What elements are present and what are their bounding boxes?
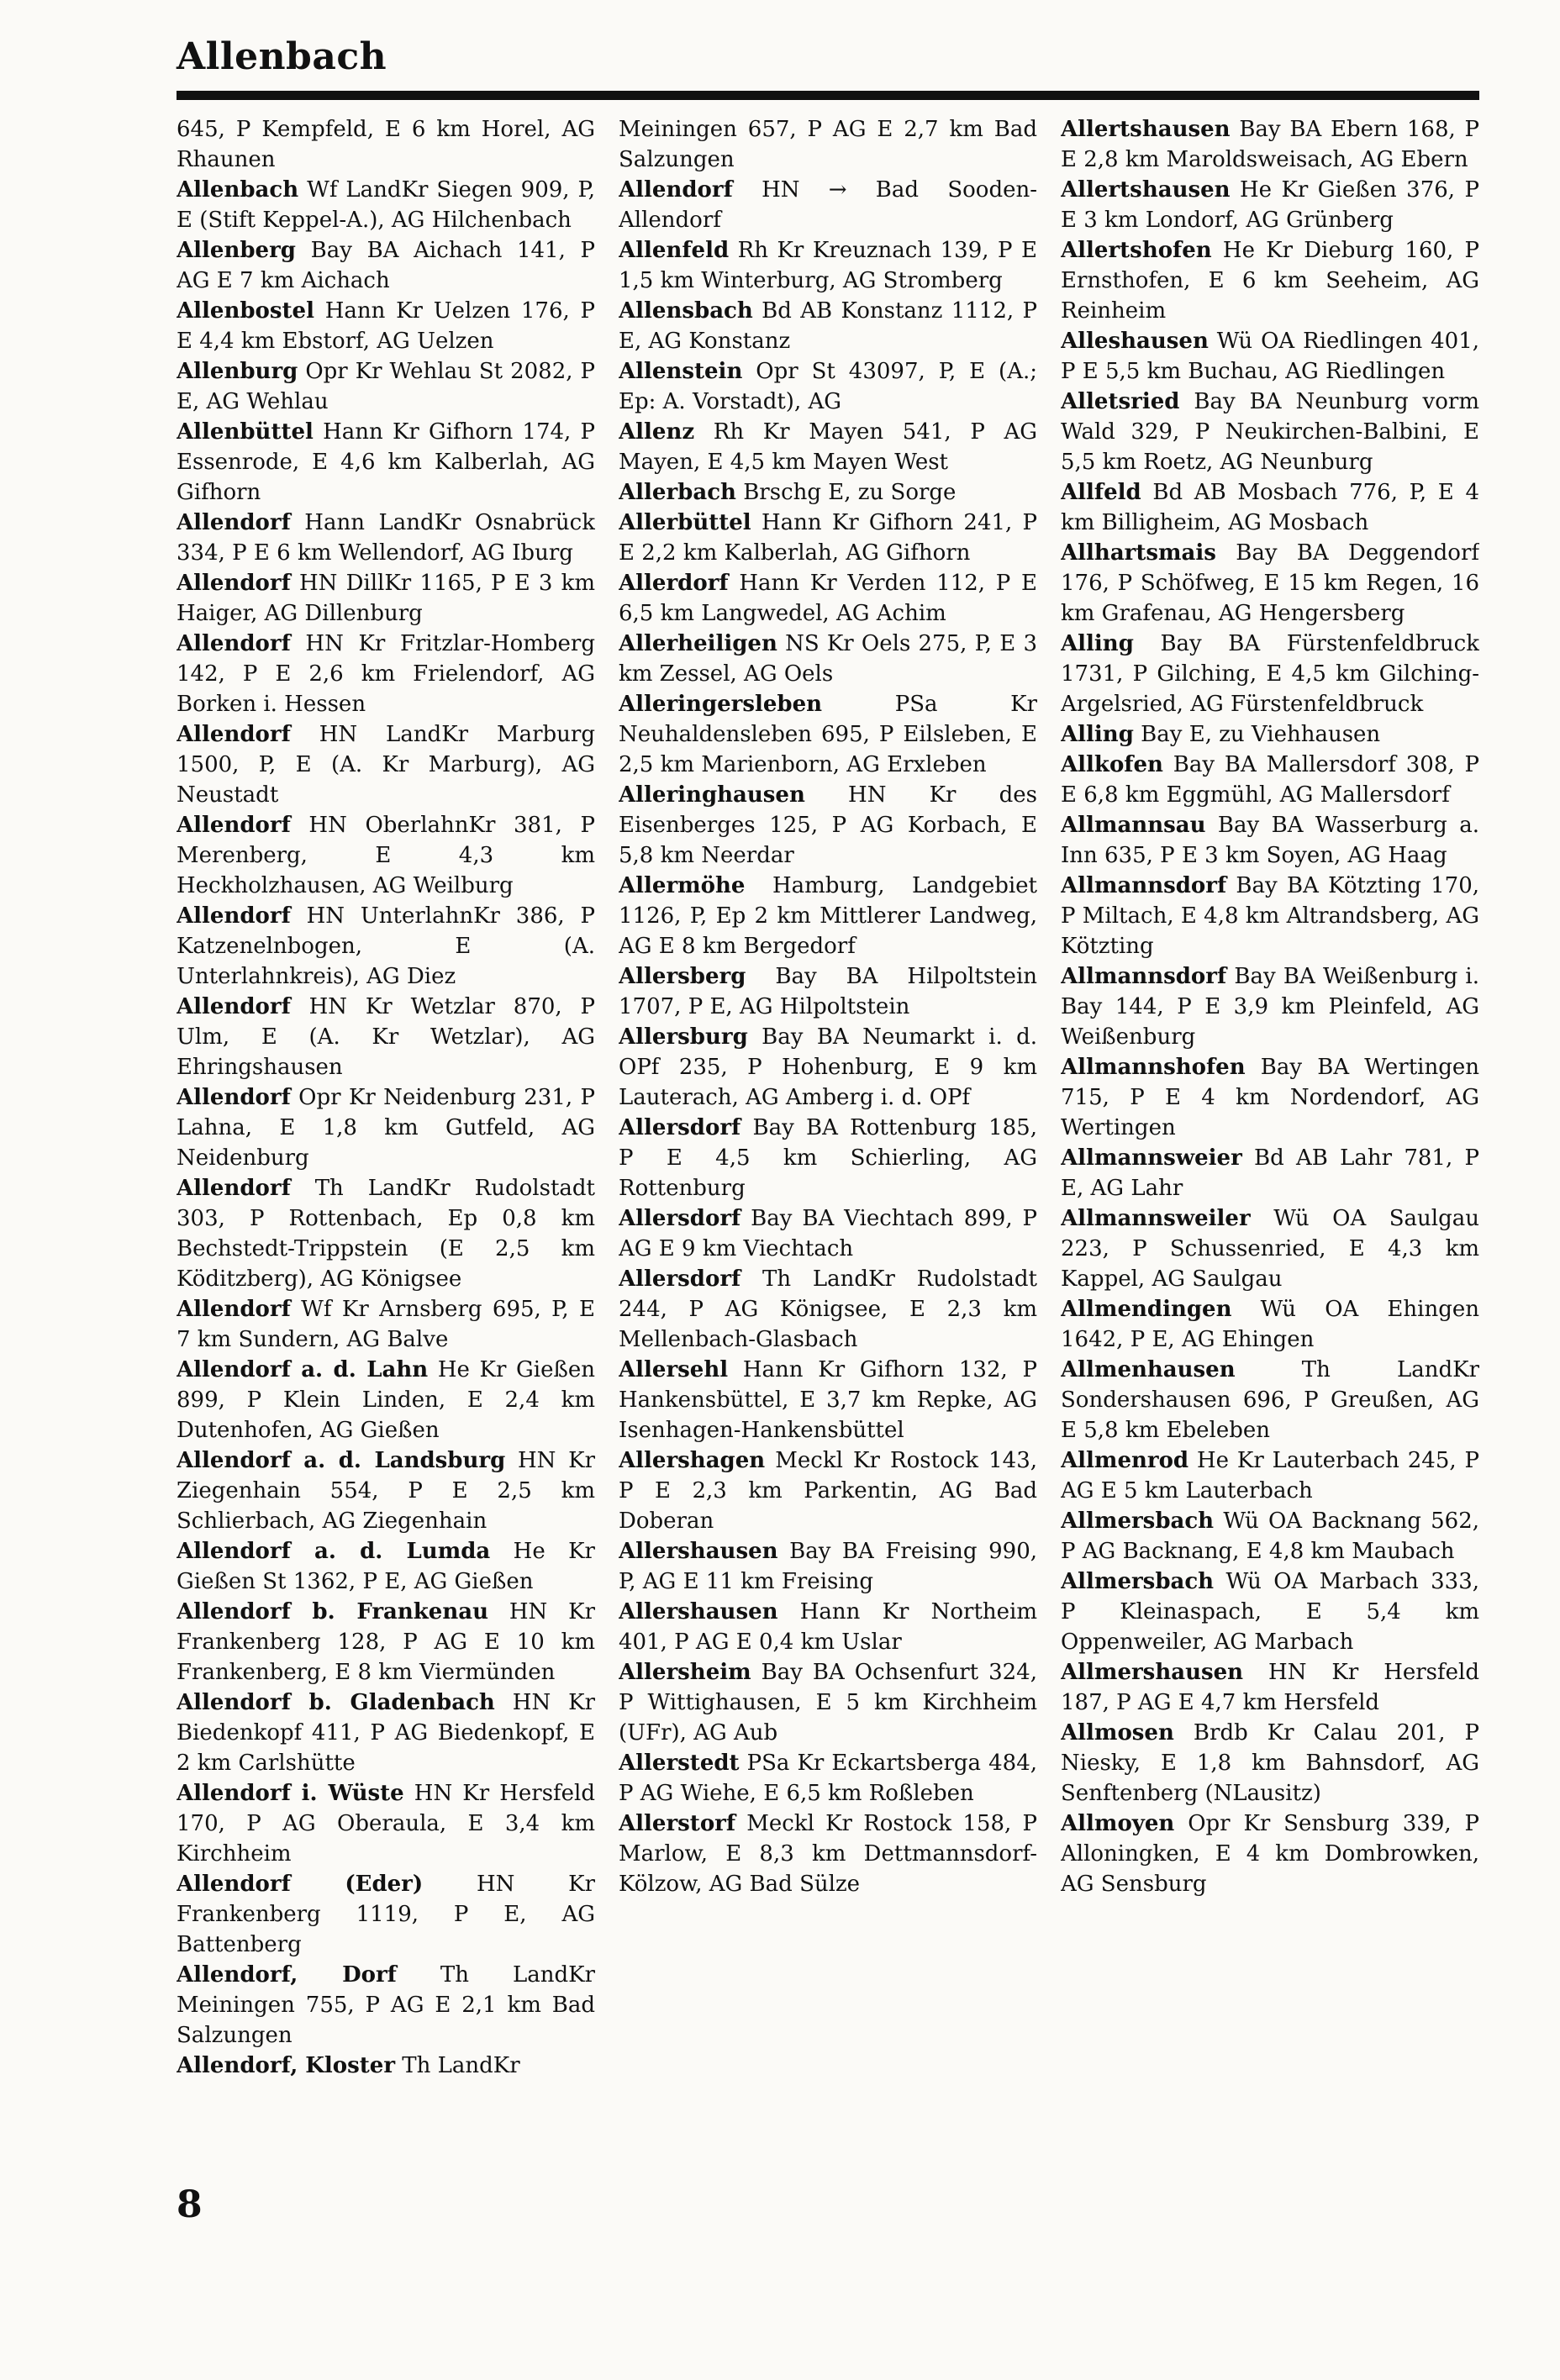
entry-details: PSa Kr Eckartsberga 484, P AG Wiehe, E 6,5 km Roßleben	[619, 1751, 1037, 1806]
entry-details: Hann Kr Gifhorn 174, P Essenrode, E 4,6 km Kalberlah, AG Gifhorn	[177, 419, 595, 505]
entry-details: HN → Bad Sooden-Allendorf	[619, 177, 1037, 233]
entry-place-name: Allendorf	[619, 177, 733, 203]
entry-details: Brschg E, zu Sorge	[743, 480, 957, 505]
gazetteer-entry	[1061, 961, 1479, 1052]
entry-details: HN LandKr Marburg 1500, P, E (A. Kr Marburg), AG Neustadt	[177, 722, 595, 808]
entry-details: Bay BA Ochsenfurt 324, P Wittighausen, E 5 km Kirchheim (UFr), AG Aub	[619, 1660, 1037, 1746]
entry-place-name: Allmersbach	[1061, 1569, 1215, 1594]
gazetteer-entry	[1061, 1657, 1479, 1718]
entry-details: HN OberlahnKr 381, P Merenberg, E 4,3 km Heckholzhausen, AG Weilburg	[177, 813, 595, 898]
gazetteer-entry	[1061, 235, 1479, 326]
entry-place-name: Allendorf	[177, 510, 291, 535]
entry-details: HN DillKr 1165, P E 3 km Haiger, AG Dillenburg	[177, 571, 595, 626]
gazetteer-entry	[619, 417, 1037, 477]
gazetteer-entry	[1061, 1355, 1479, 1445]
entry-details: Bd AB Konstanz 1112, P E, AG Konstanz	[619, 298, 1037, 354]
entry-place-name: Allenbüttel	[177, 419, 314, 445]
gazetteer-entry	[619, 1748, 1037, 1809]
entry-place-name: Allendorf	[177, 903, 291, 929]
entry-place-name: Allmenhausen	[1061, 1357, 1236, 1382]
entry-details: PSa Kr Neuhaldensleben 695, P Eilsleben, E 2,5 km Marienborn, AG Erxleben	[619, 692, 1037, 777]
entry-place-name: Allmendingen	[1061, 1297, 1232, 1322]
gazetteer-entry	[1061, 477, 1479, 538]
gazetteer-entry	[1061, 810, 1479, 871]
gazetteer-entry	[619, 1113, 1037, 1203]
gazetteer-entry	[1061, 1445, 1479, 1506]
gazetteer-entry	[177, 1960, 595, 2051]
entry-details: HN Kr Hersfeld 170, P AG Oberaula, E 3,4 km Kirchheim	[177, 1781, 595, 1867]
entry-place-name: Allerbüttel	[619, 510, 751, 535]
entry-place-name: Allmannsdorf	[1061, 964, 1227, 989]
gazetteer-entry	[619, 1597, 1037, 1657]
entry-place-name: Allertshausen	[1061, 117, 1231, 142]
entry-details: He Kr Gießen 376, P E 3 km Londorf, AG Grünberg	[1061, 177, 1479, 233]
entry-place-name: Allmannsdorf	[1061, 873, 1227, 898]
gazetteer-entry	[177, 417, 595, 508]
gazetteer-entry	[1061, 629, 1479, 719]
entry-place-name: Allerdorf	[619, 571, 729, 596]
entry-place-name: Allenstein	[619, 359, 743, 384]
gazetteer-entry	[619, 356, 1037, 417]
entry-details: Brdb Kr Calau 201, P Niesky, E 1,8 km Bahnsdorf, AG Senftenberg (NLausitz)	[1061, 1720, 1479, 1806]
gazetteer-entry	[619, 568, 1037, 629]
gazetteer-entry	[1061, 114, 1479, 175]
entry-details: He Kr Gießen 899, P Klein Linden, E 2,4 km Dutenhofen, AG Gießen	[177, 1357, 595, 1443]
entry-place-name: Allendorf (Eder)	[177, 1872, 424, 1897]
entry-details: Opr Kr Sensburg 339, P Alloningken, E 4 km Dombrowken, AG Sensburg	[1061, 1811, 1479, 1897]
entry-place-name: Allerstedt	[619, 1751, 740, 1776]
gazetteer-entry	[177, 1778, 595, 1869]
entry-details: Rh Kr Mayen 541, P AG Mayen, E 4,5 km Mayen West	[619, 419, 1037, 475]
entry-place-name: Allertshausen	[1061, 177, 1231, 203]
entry-details: Bay BA Viechtach 899, P AG E 9 km Viechtach	[619, 1206, 1037, 1261]
gazetteer-entry	[177, 719, 595, 810]
entry-details: Bay BA Ebern 168, P E 2,8 km Maroldsweisach, AG Ebern	[1061, 117, 1479, 172]
gazetteer-entry	[1061, 326, 1479, 387]
entry-details: Bay BA Kötzting 170, P Miltach, E 4,8 km Altrandsberg, AG Kötzting	[1061, 873, 1479, 959]
entry-details: Hann Kr Gifhorn 132, P Hankensbüttel, E 3,7 km Repke, AG Isenhagen-Hankensbüttel	[619, 1357, 1037, 1443]
gazetteer-entry	[619, 780, 1037, 871]
gazetteer-entry	[177, 992, 595, 1082]
entry-details: Wü OA Saulgau 223, P Schussenried, E 4,3 km Kappel, AG Saulgau	[1061, 1206, 1479, 1292]
gazetteer-entry	[177, 114, 595, 175]
gazetteer-entry	[619, 1536, 1037, 1597]
entry-details: Hann LandKr Osnabrück 334, P E 6 km Wellendorf, AG Iburg	[177, 510, 595, 566]
gazetteer-entry	[177, 1597, 595, 1688]
entry-details: Bd AB Lahr 781, P E, AG Lahr	[1061, 1145, 1479, 1201]
entry-place-name: Allerheiligen	[619, 631, 777, 656]
entry-place-name: Allendorf	[177, 1176, 291, 1201]
entry-details: Hann Kr Uelzen 176, P E 4,4 km Ebstorf, AG Uelzen	[177, 298, 595, 354]
entry-place-name: Allersheim	[619, 1660, 751, 1685]
entry-details: HN Kr Wetzlar 870, P Ulm, E (A. Kr Wetzlar), AG Ehringshausen	[177, 994, 595, 1080]
entry-details: Bay BA Rottenburg 185, P E 4,5 km Schierling, AG Rottenburg	[619, 1115, 1037, 1201]
entry-place-name: Allersdorf	[619, 1115, 741, 1140]
entry-place-name: Allendorf, Dorf	[177, 1962, 397, 1988]
entry-place-name: Allendorf i. Wüste	[177, 1781, 404, 1806]
entry-place-name: Allenfeld	[619, 238, 730, 263]
entry-place-name: Allendorf a. d. Lumda	[177, 1539, 491, 1564]
entry-place-name: Allensbach	[619, 298, 753, 324]
entry-details: He Kr Gießen St 1362, P E, AG Gießen	[177, 1539, 595, 1594]
entry-place-name: Allmershausen	[1061, 1660, 1244, 1685]
entry-details: Bay BA Wertingen 715, P E 4 km Nordendorf, AG Wertingen	[1061, 1055, 1479, 1140]
gazetteer-entry	[177, 1355, 595, 1445]
gazetteer-entry	[619, 508, 1037, 568]
gazetteer-entry	[1061, 1718, 1479, 1809]
gazetteer-entry	[1061, 1566, 1479, 1657]
entry-details: Bay BA Wasserburg a. Inn 635, P E 3 km Soyen, AG Haag	[1061, 813, 1479, 868]
entry-details: Wü OA Riedlingen 401, P E 5,5 km Buchau, AG Riedlingen	[1061, 329, 1479, 384]
gazetteer-entry	[1061, 1809, 1479, 1899]
gazetteer-entry	[177, 568, 595, 629]
gazetteer-entry	[619, 175, 1037, 235]
gazetteer-entry	[177, 1869, 595, 1960]
entry-place-name: Allenbach	[177, 177, 299, 203]
entry-place-name: Allersberg	[619, 964, 746, 989]
entry-place-name: Allendorf	[177, 722, 291, 747]
entry-place-name: Allendorf	[177, 631, 291, 656]
entry-place-name: Allerbach	[619, 480, 736, 505]
entry-place-name: Allmersbach	[1061, 1509, 1215, 1534]
entry-place-name: Allershausen	[619, 1599, 778, 1624]
entry-place-name: Allmenrod	[1061, 1448, 1189, 1473]
entry-details: Meiningen 657, P AG E 2,7 km Bad Salzungen	[619, 117, 1037, 172]
entry-place-name: Allfeld	[1061, 480, 1141, 505]
gazetteer-entry	[1061, 538, 1479, 629]
entry-place-name: Allenberg	[177, 238, 296, 263]
entry-details: Opr Kr Wehlau St 2082, P E, AG Wehlau	[177, 359, 595, 414]
gazetteer-entry	[1061, 1052, 1479, 1143]
column-2	[619, 114, 1037, 2266]
entry-details: Bay BA Fürstenfeldbruck 1731, P Gilching, E 4,5 km Gilching-Argelsried, AG Fürstenfeldbruck	[1061, 631, 1479, 717]
entry-details: Hamburg, Landgebiet 1126, P, Ep 2 km Mittlerer Landweg, AG E 8 km Bergedorf	[619, 873, 1037, 959]
gazetteer-entry	[177, 1536, 595, 1597]
entry-place-name: Allendorf, Kloster	[177, 2053, 396, 2078]
entry-place-name: Allersdorf	[619, 1266, 741, 1292]
entry-place-name: Allendorf	[177, 571, 291, 596]
gazetteer-entry	[619, 114, 1037, 175]
gazetteer-entry	[1061, 719, 1479, 750]
entry-details: Opr Kr Neidenburg 231, P Lahna, E 1,8 km Gutfeld, AG Neidenburg	[177, 1085, 595, 1171]
entry-details: Bay E, zu Viehhausen	[1141, 722, 1381, 747]
entry-details: Wf LandKr Siegen 909, P, E (Stift Keppel-A.), AG Hilchenbach	[177, 177, 595, 233]
gazetteer-entry	[619, 961, 1037, 1022]
gazetteer-entry	[619, 1203, 1037, 1264]
entry-place-name: Allershagen	[619, 1448, 766, 1473]
gazetteer-entry	[1061, 1506, 1479, 1566]
entry-place-name: Allershausen	[619, 1539, 778, 1564]
entry-place-name: Allendorf a. d. Landsburg	[177, 1448, 506, 1473]
entry-details: Th LandKr Sondershausen 696, P Greußen, AG E 5,8 km Ebeleben	[1061, 1357, 1479, 1443]
entry-place-name: Allenburg	[177, 359, 298, 384]
entry-details: 645, P Kempfeld, E 6 km Horel, AG Rhaunen	[177, 117, 595, 172]
entry-place-name: Alling	[1061, 722, 1134, 747]
entry-details: Wü OA Ehingen 1642, P E, AG Ehingen	[1061, 1297, 1479, 1352]
gazetteer-entry	[619, 1657, 1037, 1748]
gazetteer-entry	[619, 1809, 1037, 1899]
entry-details: HN UnterlahnKr 386, P Katzenelnbogen, E (A. Unterlahnkreis), AG Diez	[177, 903, 595, 989]
entry-place-name: Allmosen	[1061, 1720, 1174, 1746]
entry-place-name: Allendorf a. d. Lahn	[177, 1357, 429, 1382]
entry-place-name: Allmannsweiler	[1061, 1206, 1251, 1231]
column-3	[1061, 114, 1479, 2266]
gazetteer-entry	[619, 689, 1037, 780]
entry-place-name: Allendorf	[177, 994, 291, 1019]
entry-place-name: Alling	[1061, 631, 1134, 656]
entry-details: Hann Kr Northeim 401, P AG E 0,4 km Uslar	[619, 1599, 1037, 1655]
header-rule	[177, 91, 1479, 100]
entry-details: Wü OA Marbach 333, P Kleinaspach, E 5,4 km Oppenweiler, AG Marbach	[1061, 1569, 1479, 1655]
entry-place-name: Allhartsmais	[1061, 540, 1216, 566]
gazetteer-entry	[177, 175, 595, 235]
entry-details: Meckl Kr Rostock 143, P E 2,3 km Parkentin, AG Bad Doberan	[619, 1448, 1037, 1534]
gazetteer-entry	[619, 235, 1037, 296]
gazetteer-entry	[177, 629, 595, 719]
gazetteer-entry	[177, 1294, 595, 1355]
entry-details: He Kr Dieburg 160, P Ernsthofen, E 6 km Seeheim, AG Reinheim	[1061, 238, 1479, 324]
gazetteer-entry	[619, 629, 1037, 689]
gazetteer-entry	[177, 235, 595, 296]
entry-details: Opr St 43097, P, E (A.; Ep: A. Vorstadt), AG	[619, 359, 1037, 414]
entry-place-name: Alleshausen	[1061, 329, 1209, 354]
entry-details: HN Kr Fritzlar-Homberg 142, P E 2,6 km Frielendorf, AG Borken i. Hessen	[177, 631, 595, 717]
gazetteer-entry	[1061, 871, 1479, 961]
entry-columns	[177, 114, 1479, 2266]
entry-details: Wf Kr Arnsberg 695, P, E 7 km Sundern, AG Balve	[177, 1297, 595, 1352]
entry-details: HN Kr des Eisenberges 125, P AG Korbach, E 5,8 km Neerdar	[619, 782, 1037, 868]
entry-details: Bay BA Hilpoltstein 1707, P E, AG Hilpoltstein	[619, 964, 1037, 1019]
entry-place-name: Allendorf b. Frankenau	[177, 1599, 488, 1624]
gazetteer-entry	[177, 1688, 595, 1778]
gazetteer-entry	[619, 1445, 1037, 1536]
entry-place-name: Alleringhausen	[619, 782, 805, 808]
entry-details: Bay BA Neumarkt i. d. OPf 235, P Hohenburg, E 9 km Lauterach, AG Amberg i. d. OPf	[619, 1024, 1037, 1110]
running-head: Allenbach	[177, 35, 387, 78]
entry-details: HN Kr Biedenkopf 411, P AG Biedenkopf, E 2 km Carlshütte	[177, 1690, 595, 1776]
entry-details: Bd AB Mosbach 776, P, E 4 km Billigheim, AG Mosbach	[1061, 480, 1479, 535]
entry-place-name: Allendorf	[177, 1085, 291, 1110]
entry-details: Bay BA Freising 990, P, AG E 11 km Freising	[619, 1539, 1037, 1594]
entry-details: Hann Kr Gifhorn 241, P E 2,2 km Kalberlah, AG Gifhorn	[619, 510, 1037, 566]
gazetteer-entry	[619, 871, 1037, 961]
gazetteer-entry	[177, 1445, 595, 1536]
entry-place-name: Allersdorf	[619, 1206, 741, 1231]
entry-place-name: Allenbostel	[177, 298, 314, 324]
entry-details: Bay BA Mallersdorf 308, P E 6,8 km Eggmühl, AG Mallersdorf	[1061, 752, 1479, 808]
entry-details: HN Kr Frankenberg 128, P AG E 10 km Frankenberg, E 8 km Viermünden	[177, 1599, 595, 1685]
entry-details: Th LandKr Rudolstadt 303, P Rottenbach, Ep 0,8 km Bechstedt-Trippstein (E 2,5 km Köditzberg), AG Königsee	[177, 1176, 595, 1292]
gazetteer-entry	[619, 1022, 1037, 1113]
entry-details: Bay BA Neunburg vorm Wald 329, P Neukirchen-Balbini, E 5,5 km Roetz, AG Neunburg	[1061, 389, 1479, 475]
gazetteer-entry	[177, 356, 595, 417]
entry-place-name: Allertshofen	[1061, 238, 1212, 263]
gazetteer-entry	[619, 1264, 1037, 1355]
entry-place-name: Allerstorf	[619, 1811, 736, 1836]
gazetteer-entry	[177, 1082, 595, 1173]
entry-place-name: Allendorf	[177, 1297, 291, 1322]
entry-details: Wü OA Backnang 562, P AG Backnang, E 4,8 km Maubach	[1061, 1509, 1479, 1564]
entry-place-name: Allmannsweier	[1061, 1145, 1242, 1171]
entry-place-name: Allmoyen	[1061, 1811, 1175, 1836]
entry-details: HN Kr Hersfeld 187, P AG E 4,7 km Hersfeld	[1061, 1660, 1479, 1715]
gazetteer-entry	[1061, 1143, 1479, 1203]
entry-details: He Kr Lauterbach 245, P AG E 5 km Lauterbach	[1061, 1448, 1479, 1503]
entry-details: Bay BA Aichach 141, P AG E 7 km Aichach	[177, 238, 595, 293]
entry-details: Meckl Kr Rostock 158, P Marlow, E 8,3 km Dettmannsdorf-Kölzow, AG Bad Sülze	[619, 1811, 1037, 1897]
gazetteer-entry	[619, 477, 1037, 508]
entry-details: Hann Kr Verden 112, P E 6,5 km Langwedel, AG Achim	[619, 571, 1037, 626]
entry-details: Th LandKr Rudolstadt 244, P AG Königsee, E 2,3 km Mellenbach-Glasbach	[619, 1266, 1037, 1352]
gazetteer-entry	[619, 1355, 1037, 1445]
entry-place-name: Alleringersleben	[619, 692, 823, 717]
gazetteer-entry	[177, 1173, 595, 1294]
gazetteer-entry	[1061, 750, 1479, 810]
entry-details: Bay BA Deggendorf 176, P Schöfweg, E 15 km Regen, 16 km Grafenau, AG Hengersberg	[1061, 540, 1479, 626]
entry-place-name: Allmannsau	[1061, 813, 1206, 838]
gazetteer-entry	[177, 2051, 595, 2081]
entry-details: Rh Kr Kreuznach 139, P E 1,5 km Winterburg, AG Stromberg	[619, 238, 1037, 293]
gazetteer-entry	[177, 810, 595, 901]
entry-place-name: Allersburg	[619, 1024, 748, 1050]
entry-place-name: Allermöhe	[619, 873, 746, 898]
entry-place-name: Allenz	[619, 419, 695, 445]
gazetteer-entry	[1061, 175, 1479, 235]
gazetteer-entry	[1061, 1203, 1479, 1294]
entry-details: NS Kr Oels 275, P, E 3 km Zessel, AG Oels	[619, 631, 1037, 687]
entry-place-name: Allersehl	[619, 1357, 729, 1382]
entry-details: Bay BA Weißenburg i. Bay 144, P E 3,9 km Pleinfeld, AG Weißenburg	[1061, 964, 1479, 1050]
gazetteer-entry	[177, 508, 595, 568]
entry-place-name: Alletsried	[1061, 389, 1180, 414]
page-number: 8	[177, 2183, 203, 2226]
entry-details: Th LandKr	[402, 2053, 520, 2078]
entry-place-name: Allendorf b. Gladenbach	[177, 1690, 495, 1715]
entry-details: HN Kr Ziegenhain 554, P E 2,5 km Schlierbach, AG Ziegenhain	[177, 1448, 595, 1534]
gazetteer-entry	[1061, 1294, 1479, 1355]
column-1	[177, 114, 595, 2266]
gazetteer-entry	[177, 296, 595, 356]
gazetteer-entry	[619, 296, 1037, 356]
entry-details: HN Kr Frankenberg 1119, P E, AG Battenberg	[177, 1872, 595, 1957]
entry-place-name: Allkofen	[1061, 752, 1163, 777]
gazetteer-entry	[1061, 387, 1479, 477]
entry-details: Th LandKr Meiningen 755, P AG E 2,1 km Bad Salzungen	[177, 1962, 595, 2048]
entry-place-name: Allmannshofen	[1061, 1055, 1246, 1080]
gazetteer-entry	[177, 901, 595, 992]
entry-place-name: Allendorf	[177, 813, 291, 838]
